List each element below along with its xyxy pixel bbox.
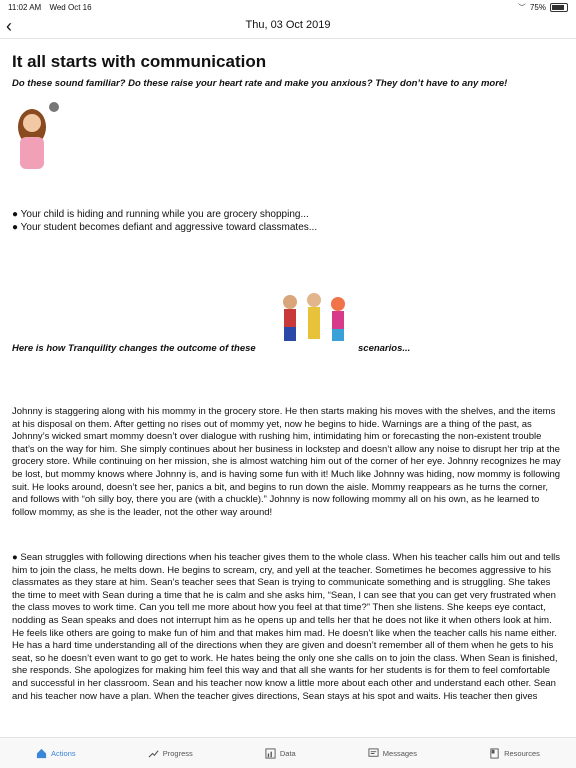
how-suffix: scenarios... [358,343,411,354]
tab-bar [0,737,576,768]
kids-illustration-icon [276,292,356,348]
article-title: It all starts with communication [12,52,267,71]
tab-messages[interactable] [368,748,417,759]
status-right [518,2,568,13]
book-icon [489,748,500,759]
wifi-icon: ︶ [517,2,526,12]
tab-actions[interactable] [36,748,76,759]
home-icon [36,748,47,759]
tab-progress[interactable] [148,748,193,759]
worried-woman-icon [12,99,72,179]
status-bar [0,0,576,14]
bullet-item: ● Your child is hiding and running while you are grocery shopping... [12,209,309,220]
article-subtitle: Do these sound familiar? Do these raise your heart rate and make you anxious? They don’t have to any more! [12,78,508,89]
nav-bar [0,14,576,39]
bullet-list [12,208,564,234]
paragraph-johnny: Johnny is staggering along with his mommy in the grocery store. He then starts making his moves with the shelves, and the items at his disposal on them. After getting no rises out of mommy yet, now he begins to hide. Warnings are a thing of the past, as Johnny’s wicked smart mommy doesn’t over dialogue with rushing him, intimidating him or forecasting the non-existent trouble that’s on the way for him. She simply continues about her business in lockstep and doesn’t allow any noise to disrupt her trip at the grocery store. While continuing on her mission, she is almost watching him out of the corner of her eye. Johnny recognizes he may be lost, but mommy knows where Johnny is, and is having some fun with it! Much like Johnny was hiding, now mommy is following suit. He looks around, doesn’t see her, panics a bit, and begins to run down the aisle. Mommy reappears as he turns the corner, and follows with “oh silly boy, there you are (with a chuckle).” Johnny is now following mommy all on his own, as he learned to follow mommy, as she is the leader, not the other way around! [12,406,561,518]
tab-label: Messages [382,748,417,758]
battery-icon [550,3,568,12]
tab-data[interactable] [265,748,296,759]
tab-label: Resources [504,748,540,758]
chart-icon [265,748,276,759]
status-time: 11:02 AM [8,2,42,12]
how-prefix: Here is how Tranquility changes the outcome of these [12,343,256,354]
nav-title: Thu, 03 Oct 2019 [245,19,331,31]
paragraph-sean: ● Sean struggles with following directions when his teacher gives them to the whole class. When his teacher calls him out and tells him to join the class, he melts down. He begins to scream, cry, and yell at the teacher. Sometimes he becomes aggressive to his classmates as they stare at him. Sean’s teacher sees that Sean is trying to communicate something and is struggling. She takes the time to meet with Sean during a time that he is calm and she asks him, “Sean, I can see that you can get very frustrated when the class moves to work time. Can you tell me more about how you feel at that time?” Then she listens. She keeps eye contact, nodding as Sean speaks and does not interrupt him as he opens up and tells her that he does not like it when others look at him. He feels like others are going to make fun of him and that makes him mad. He doesn’t like when the teacher calls his name either. He has a hard time understanding all of the directions when they are given and doesn’t remember all of them when he gets to his seat, so he doesn’t even want to go get to work. He hates being the only one she calls on to join the class. When Sean is finished, she responds. She apologizes for making him feel this way and that all she wants for her students is for them to feel comfortable and successful in her classroom. Sean and his teacher now know a little more about each other and understand each other. Sean and his teacher now have a plan. When the teacher gives directions, Sean stays at his spot and waits. His teacher then gives [12,552,561,702]
article-content[interactable] [12,38,564,738]
tab-label: Progress [162,748,193,758]
battery-percent: 75% [529,2,546,12]
status-left [8,3,98,12]
back-button[interactable]: ‹ [6,16,12,36]
tab-label: Data [279,748,296,758]
tab-resources[interactable] [489,748,540,759]
trend-icon [148,748,159,759]
message-icon [368,748,379,759]
tab-label: Actions [51,748,76,758]
status-date: Wed Oct 16 [49,2,92,12]
bullet-item: ● Your student becomes defiant and aggressive toward classmates... [12,222,318,233]
